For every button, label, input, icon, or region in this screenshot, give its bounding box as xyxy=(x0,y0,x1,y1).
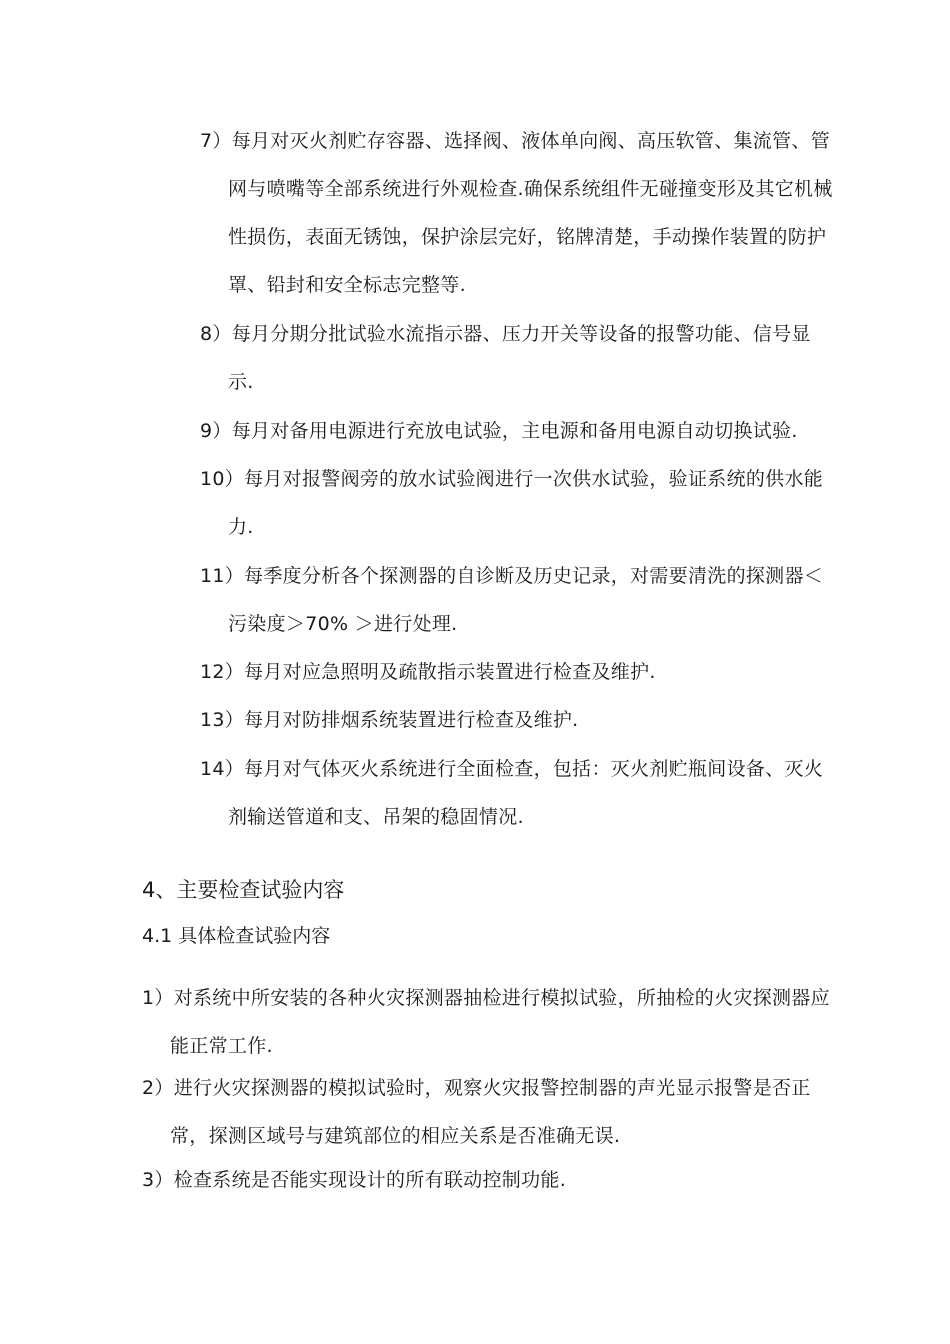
item-line: 能正常工作. xyxy=(170,1035,273,1057)
item-line: 12）每月对应急照明及疏散指示装置进行检查及维护. xyxy=(200,661,656,683)
item-line: 1）对系统中所安装的各种火灾探测器抽检进行模拟试验，所抽检的火灾探测器应 xyxy=(142,987,830,1009)
item-line: 14）每月对气体灭火系统进行全面检查，包括：灭火剂贮瓶间设备、灭火 xyxy=(200,758,824,780)
list-item-10 xyxy=(200,455,870,551)
item-line: 13）每月对防排烟系统装置进行检查及维护. xyxy=(200,709,579,731)
item-line: 8）每月分期分批试验水流指示器、压力开关等设备的报警功能、信号显 xyxy=(200,323,811,345)
item-line: 网与喷嘴等全部系统进行外观检查.确保系统组件无碰撞变形及其它机械 xyxy=(228,178,833,200)
item-line: 性损伤，表面无锈蚀，保护涂层完好，铭牌清楚，手动操作装置的防护 xyxy=(228,226,827,248)
subsection-heading: 4.1 具体检查试验内容 xyxy=(142,925,331,947)
section-heading: 4、主要检查试验内容 xyxy=(142,878,345,902)
item-line: 污染度＞70% ＞进行处理. xyxy=(228,613,458,635)
item-line: 罩、铅封和安全标志完整等. xyxy=(228,274,466,296)
list-item-11 xyxy=(200,552,870,648)
list-item-13 xyxy=(200,696,870,744)
list-item-8 xyxy=(200,310,870,406)
list-item-2 xyxy=(142,1064,867,1160)
item-line: 常，探测区域号与建筑部位的相应关系是否准确无误. xyxy=(170,1125,621,1147)
item-line: 9）每月对备用电源进行充放电试验，主电源和备用电源自动切换试验. xyxy=(200,420,798,442)
list-item-12 xyxy=(200,648,870,696)
list-item-9 xyxy=(200,407,870,455)
list-item-1 xyxy=(142,974,867,1070)
item-line: 力. xyxy=(228,516,254,538)
item-line: 11）每季度分析各个探测器的自诊断及历史记录，对需要清洗的探测器＜ xyxy=(200,565,824,587)
item-line: 剂输送管道和支、吊架的稳固情况. xyxy=(228,806,524,828)
list-item-14 xyxy=(200,745,870,841)
item-line: 10）每月对报警阀旁的放水试验阀进行一次供水试验，验证系统的供水能 xyxy=(200,468,824,490)
item-line: 7）每月对灭火剂贮存容器、选择阀、液体单向阀、高压软管、集流管、管 xyxy=(200,130,830,152)
item-line: 示. xyxy=(228,371,254,393)
item-line: 3）检查系统是否能实现设计的所有联动控制功能. xyxy=(142,1169,567,1191)
list-item-3 xyxy=(142,1156,867,1204)
list-item-7 xyxy=(200,117,870,309)
item-line: 2）进行火灾探测器的模拟试验时，观察火灾报警控制器的声光显示报警是否正 xyxy=(142,1077,811,1099)
